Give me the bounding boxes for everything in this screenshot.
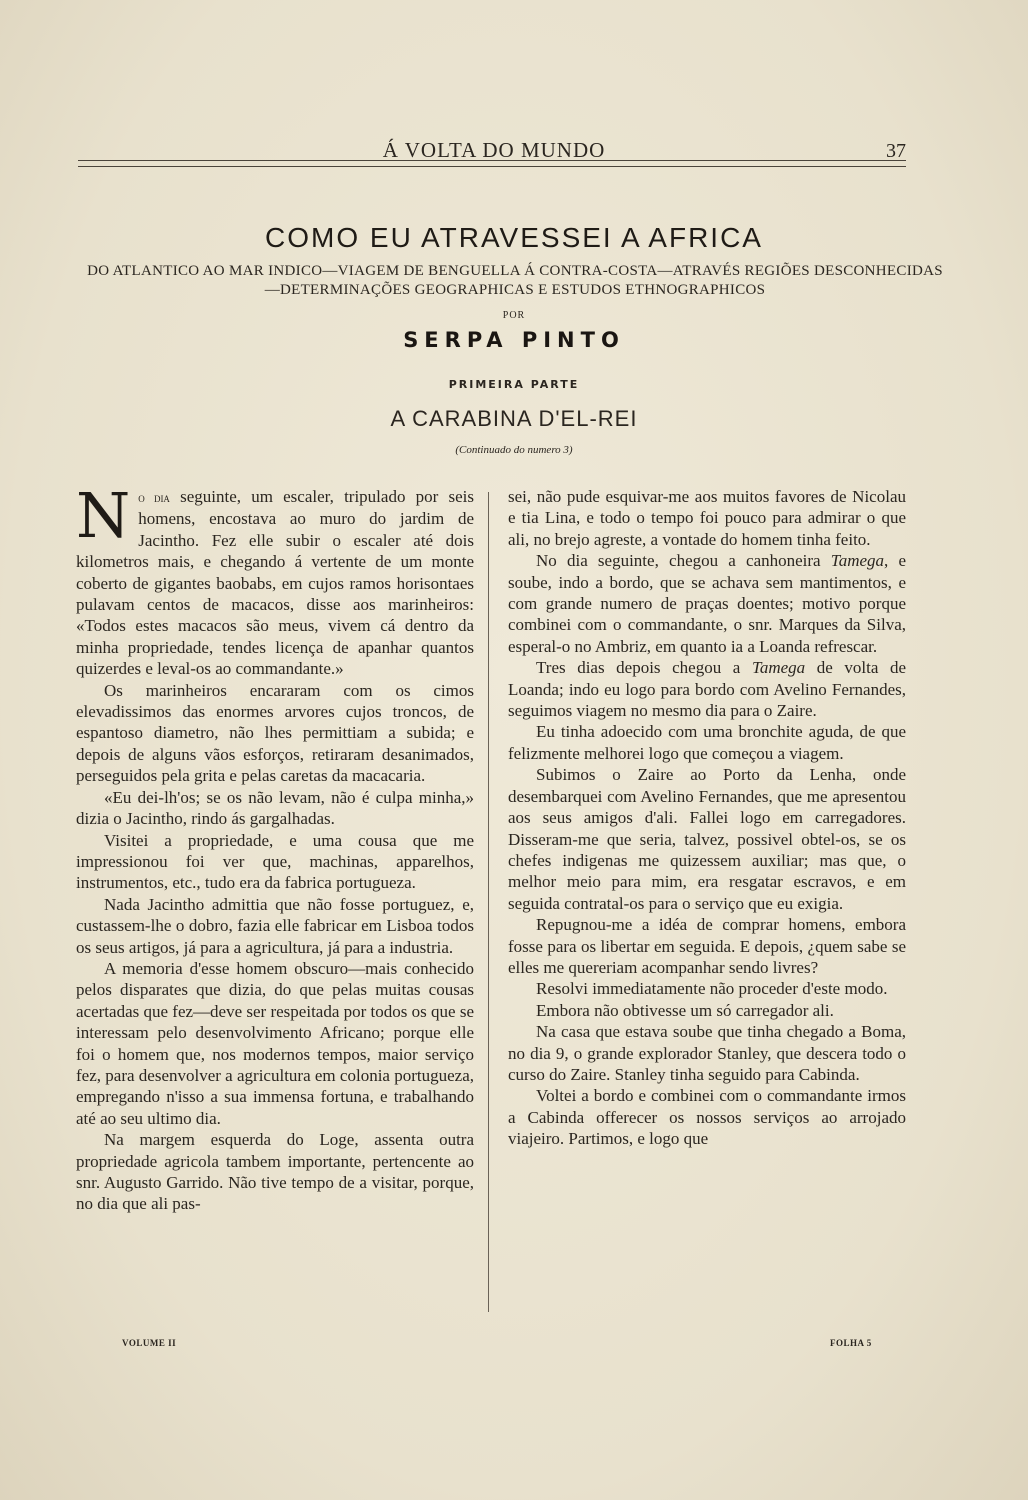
volume-footer: VOLUME II [122,1338,177,1348]
drop-cap: N [76,479,131,552]
paragraph: Visitei a propriedade, e uma cousa que me impressionou foi ver que, machinas, apparelhos, instrumentos, etc., tudo era da fabrica portugueza. [76,830,474,893]
ship-name: Tamega [751,658,806,678]
paragraph: Na casa que estava soube que tinha chegado a Boma, no dia 9, o grande explorador Stanley, que descera todo o curso do Zaire. Stanley tinha seguido para Cabinda. [508,1022,906,1084]
opening-text: seguinte, um escaler, tripulado por seis homens, encostava ao muro do jardim de Jacintho. Fez elle subir o escaler até dois kilometros mais, e chegando á vertente de um monte coberto de gigantes baobabs, em cujos ramos horisontaes pulavam centos de macacos, disse aos marinheiros: «Todos estes macacos são meus, vivem cá dentro da minha propriedade, tendes licença de apanhar quantos quizerdes e leval-os ao commandante.» [76,487,474,679]
chapter-title: A CARABINA D'EL-REI [390,406,638,431]
paragraph: «Eu dei-lh'os; se os não levam, não é culpa minha,» dizia o Jacintho, rindo ás gargalhadas. [76,787,474,829]
paragraph: Na margem esquerda do Loge, assenta outra propriedade agricola tambem importante, pertencente ao snr. Augusto Garrido. Não tive tempo de a visitar, porque, no dia que ali pas- [76,1130,474,1214]
text-run: Tres dias depois chegou a [536,658,752,678]
opening-smallcaps: o dia [138,490,170,505]
paragraph: Nada Jacintho admittia que não fosse portuguez, e, custassem-lhe o dobro, fazia elle fabricar em Lisboa todos os seus artigos, já para a agricultura, já para a industria. [76,894,474,957]
text-run: No dia seguinte, chegou a canhoneira [536,551,831,571]
journal-title: Á VOLTA DO MUNDO [382,138,606,162]
page-number: 37 [886,140,906,162]
continued-note: (Continuado do numero 3) [455,444,573,456]
paragraph: Resolvi immediatamente não proceder d'este modo. [536,979,888,999]
ship-name: Tamega [830,551,885,571]
folha-footer: FOLHA 5 [830,1338,872,1348]
article-title: COMO EU ATRAVESSEI A AFRICA [265,222,763,253]
paragraph: Os marinheiros encararam com os cimos elevadissimos das enormes arvores cujos troncos, de espantoso diametro, não lhes permittiam a subida; e depois de alguns vãos esforços, retiraram desanimados, perseguidos pela grita e pelas caretas da macacaria. [76,680,474,786]
right-column [508,486,906,1150]
text-run: , e soube, indo a bordo, que se achava sem mantimentos, e com grande numero de praças doentes; motivo porque combinei com o commandante, o snr. Marques da Silva, esperal-o no Ambriz, em quanto ia a Loanda refrescar. [508,551,907,656]
paragraph [508,550,906,657]
column-divider [488,492,489,1312]
paragraph: Voltei a bordo e combinei com o commandante irmos a Cabinda offerecer os nossos serviços ao arrojado viajeiro. Partimos, e logo que [508,1086,906,1149]
paragraph: Subimos o Zaire ao Porto da Lenha, onde desembarquei com Avelino Fernandes, que me apresentou aos seus amigos d'ali. Fallei logo em carregadores. Disseram-me que seria, talvez, possivel obtel-os, se os chefes indigenas me quizessem auxiliar; mas que, o melhor meio para mim, era resgatar escravos, e em seguida contratal-os para o serviço que eu exigia. [508,765,906,913]
continuation-paragraph: sei, não pude esquivar-me aos muitos favores de Nicolau e tia Lina, e todo o tempo foi pouco para admirar o que ali, no brejo agreste, a vontade do homem tinha feito. [508,487,906,549]
text-run: de volta de Loanda; indo eu logo para bordo com Avelino Fernandes, seguimos viagem no mesmo dia para o Zaire. [508,658,906,721]
paragraph [508,657,906,721]
left-column [76,479,474,1215]
paragraph: Eu tinha adoecido com uma bronchite aguda, de que felizmente melhorei logo que começou a viagem. [508,722,906,763]
first-paragraph [76,479,474,680]
paragraph: Repugnou-me a idéa de comprar homens, embora fosse para os libertar em seguida. E depois, ¿quem sabe se elles me quereriam acompanhar sendo livres? [508,915,906,977]
author-name: SERPA PINTO [403,328,625,352]
byline-por: POR [502,310,526,321]
paragraph: Embora não obtivesse um só carregador ali. [536,1000,834,1020]
part-label: PRIMEIRA PARTE [448,378,580,391]
paragraph: A memoria d'esse homem obscuro—mais conhecido pelos disparates que dizia, do que pelas muitas cousas acertadas que fez—deve ser respeitada por todos os que se interessam pelo desenvolvimento Africano; porque elle foi o homem que, nos modernos tempos, maior serviço fez, para desenvolver a agricultura em colonia portugueza, empregando n'isso a sua immensa fortuna, e trabalhando até ao seu ultimo dia. [76,958,474,1128]
article-subtitle: DO ATLANTICO AO MAR INDICO—VIAGEM DE BENGUELLA Á CONTRA-COSTA—ATRAVÉS REGIÕES DESCONHECIDAS—DETERMINAÇÕES GEOGRAPHICAS E ESTUDOS ETHNOGRAPHICOS [87,263,943,298]
header-rule [78,160,906,167]
